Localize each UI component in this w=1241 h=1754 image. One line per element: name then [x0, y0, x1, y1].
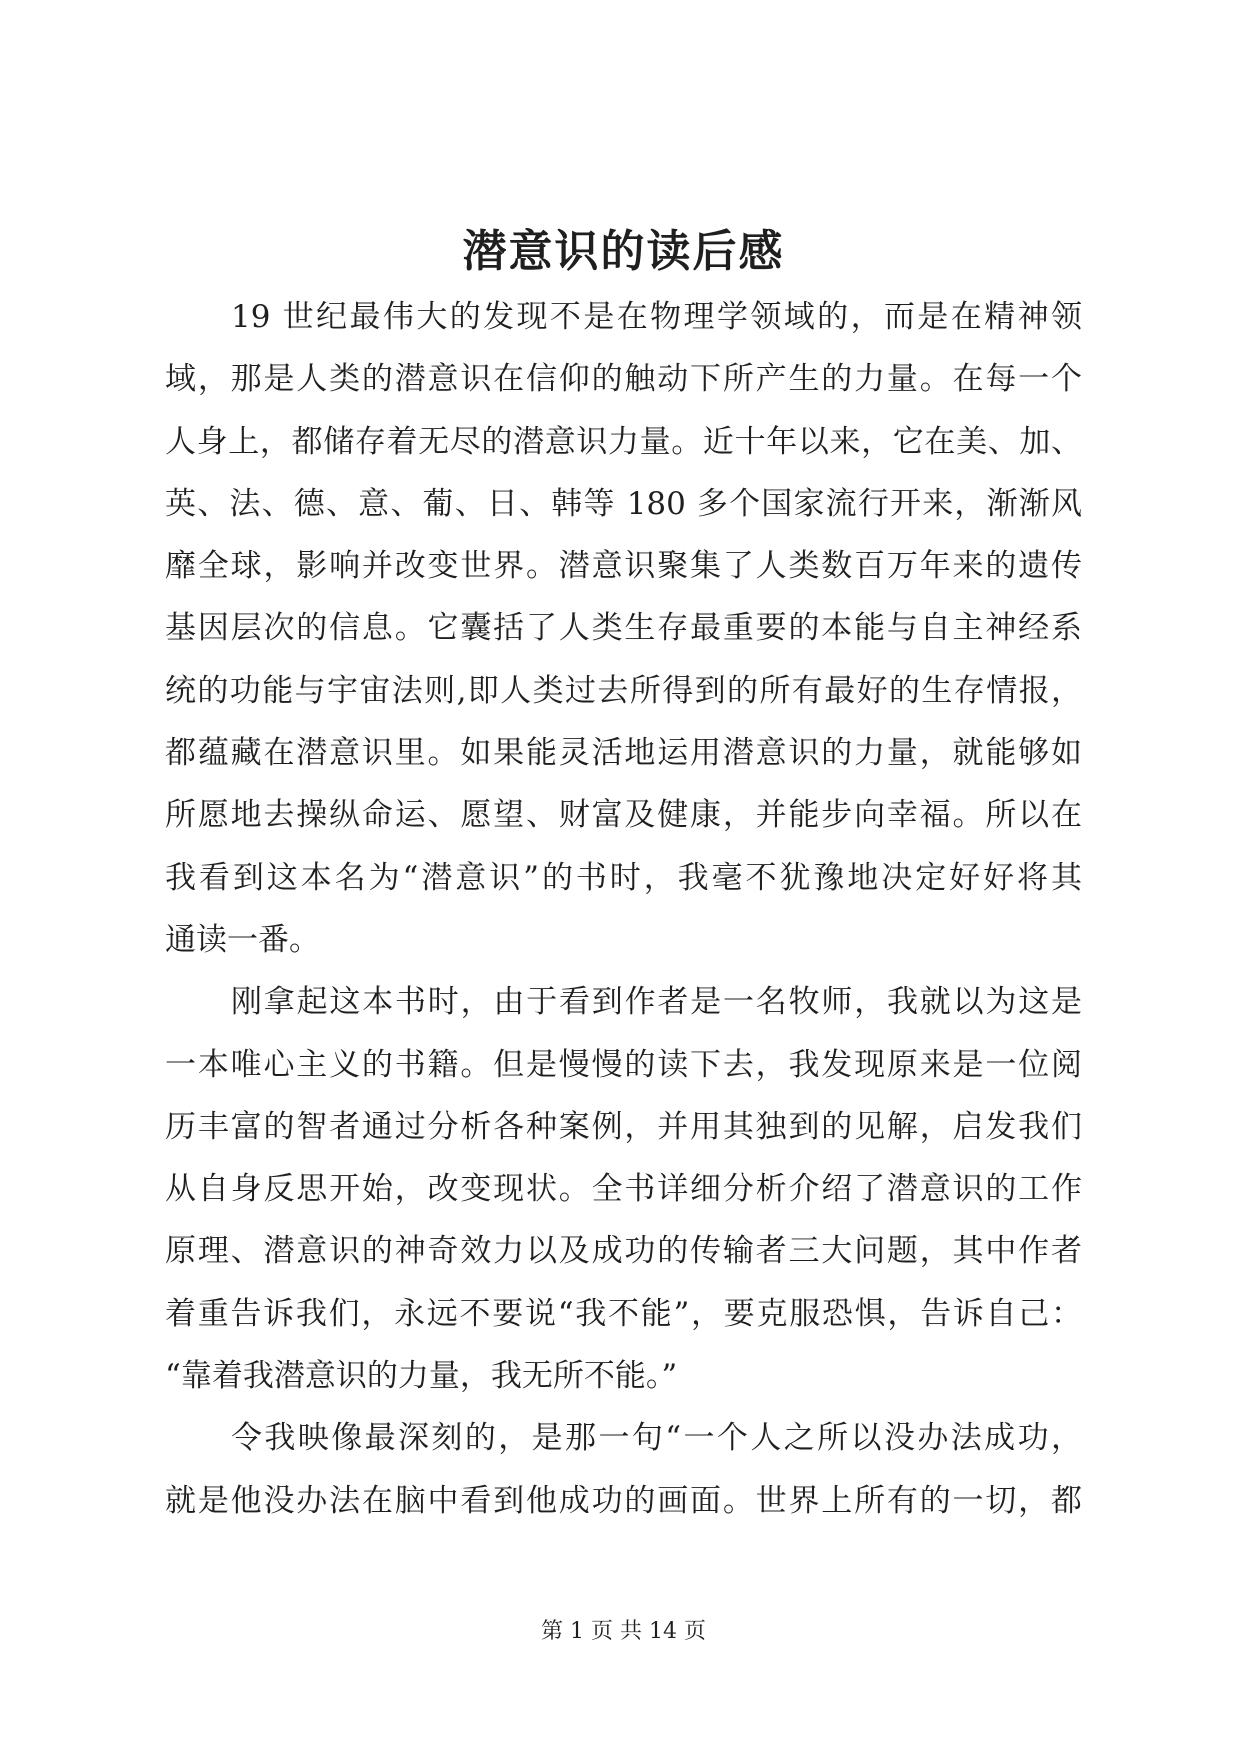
paragraph-1 [165, 286, 1082, 971]
text-line: 都蕴藏在潜意识里。如果能灵活地运用潜意识的力量，就能够如 [165, 735, 1082, 772]
text-line: 统的功能与宇宙法则,即人类过去所得到的所有最好的生存情报， [165, 672, 1082, 709]
text-line: 通读一番。 [165, 921, 320, 958]
document-body [165, 286, 1082, 1532]
text-line: 我看到这本名为“潜意识”的书时，我毫不犹豫地决定好好将其 [165, 859, 1082, 896]
text-line: 所愿地去操纵命运、愿望、财富及健康，并能步向幸福。所以在 [165, 797, 1082, 834]
text-line: 基因层次的信息。它囊括了人类生存最重要的本能与自主神经系 [165, 610, 1082, 647]
text-line: 19 世纪最伟大的发现不是在物理学领域的，而是在精神领 [231, 299, 1082, 335]
text-line: 域，那是人类的潜意识在信仰的触动下所产生的力量。在每一个 [165, 361, 1082, 398]
text-line: 刚拿起这本书时，由于看到作者是一名牧师，我就以为这是 [231, 984, 1082, 1021]
text-line: 就是他没办法在脑中看到他成功的画面。世界上所有的一切，都 [165, 1482, 1082, 1519]
paragraph-2 [165, 971, 1082, 1407]
text-line: 历丰富的智者通过分析各种案例，并用其独到的见解，启发我们 [165, 1108, 1082, 1145]
text-line: 令我映像最深刻的，是那一句“一个人之所以没办法成功， [231, 1420, 1082, 1457]
text-line: 原理、潜意识的神奇效力以及成功的传输者三大问题，其中作者 [165, 1233, 1082, 1270]
text-line: 靡全球，影响并改变世界。潜意识聚集了人类数百万年来的遗传 [165, 548, 1082, 585]
text-line: “靠着我潜意识的力量，我无所不能。” [165, 1358, 678, 1395]
text-line: 一本唯心主义的书籍。但是慢慢的读下去，我发现原来是一位阅 [165, 1046, 1082, 1083]
text-line: 着重告诉我们，永远不要说“我不能”，要克服恐惧，告诉自己： [165, 1295, 1082, 1332]
paragraph-3 [165, 1407, 1082, 1532]
document-title: 潜意识的读后感 [462, 226, 785, 277]
text-line: 人身上，都储存着无尽的潜意识力量。近十年以来，它在美、加、 [165, 423, 1082, 460]
page-footer: 第 1 页 共 14 页 [541, 1619, 706, 1644]
text-line: 从自身反思开始，改变现状。全书详细分析介绍了潜意识的工作 [165, 1171, 1082, 1208]
text-line: 英、法、德、意、葡、日、韩等 180 多个国家流行开来，渐渐风 [165, 485, 1082, 522]
